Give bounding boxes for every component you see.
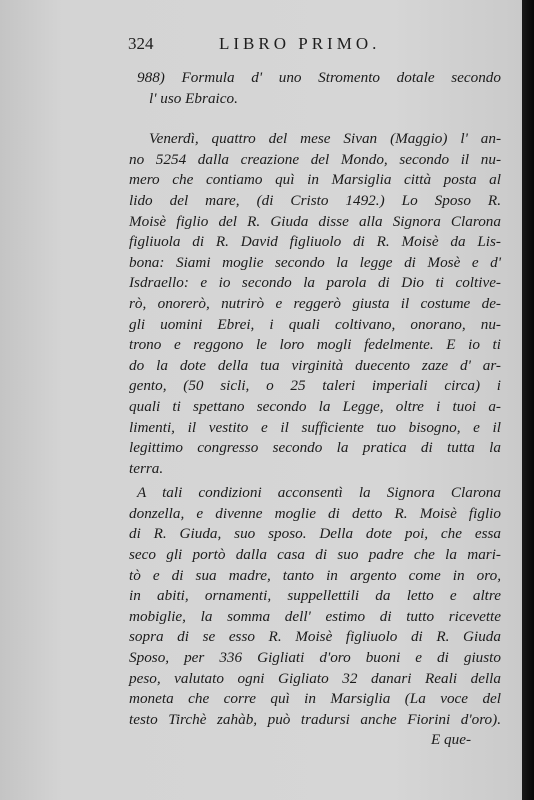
text-line: sopra di se esso R. Moisè figliuolo di R. Giuda xyxy=(129,628,501,646)
text-line: lido del mare, (di Cristo 1492.) Lo Sposo R. xyxy=(129,191,501,209)
page-number: 324 xyxy=(128,34,154,53)
text-line: donzella, e divenne moglie di detto R. Moisè figlio xyxy=(129,504,501,522)
text-line: Sposo, per 336 Gigliati d'oro buoni e di giusto xyxy=(129,649,501,667)
text-line: Isdraello: e io secondo la parola di Dio ti coltive- xyxy=(129,274,501,292)
text-line: mobiglie, la somma dell' estimo di tutto ricevette xyxy=(129,607,501,625)
paragraph-1 xyxy=(129,129,501,479)
text-line: gli uomini Ebrei, i quali coltivano, onorano, nu- xyxy=(129,315,501,333)
text-line: legittimo congresso secondo la pratica di tutta la xyxy=(129,439,501,457)
text-line: in abiti, ornamenti, suppellettili da letto e altre xyxy=(129,587,501,605)
text-line: testo Tirchè zahàb, può tradursi anche Fiorini d'oro). xyxy=(129,710,501,728)
text-line: mero che contiamo quì in Marsiglia città posta al xyxy=(129,171,501,189)
text-line: rò, onorerò, nutrirò e reggerò giusta il costume de- xyxy=(129,294,501,312)
text-line: seco gli portò dalla casa di suo padre che la mari- xyxy=(129,546,501,564)
catchword: E que- xyxy=(430,731,471,749)
title-line: 988) Formula d' uno Stromento dotale secondo xyxy=(137,69,501,86)
page-body xyxy=(129,68,501,751)
title-line: l' uso Ebraico. xyxy=(149,89,238,107)
text-line: di R. Giuda, suo sposo. Della dote poi, che essa xyxy=(129,525,501,543)
text-line: trono e reggono le loro mogli fedelmente. E io ti xyxy=(129,336,501,354)
text-line: moneta che corre quì in Marsiglia (La voce del xyxy=(129,690,501,708)
text-line: limenti, il vestito e il sufficiente tuo bisogno, e il xyxy=(129,418,501,436)
page-edge-shadow xyxy=(522,0,534,800)
text-line: figliuola di R. David figliuolo di R. Moisè da Lis- xyxy=(129,233,501,251)
text-line: terra. xyxy=(129,459,164,477)
paragraph-2 xyxy=(129,483,501,730)
text-line: bona: Siami moglie secondo la legge di Mosè e d' xyxy=(129,253,501,271)
entry-title xyxy=(129,68,501,109)
text-line: Venerdì, quattro del mese Sivan (Maggio) l' an- xyxy=(149,130,501,148)
running-head: LIBRO PRIMO. xyxy=(219,34,381,53)
text-line: do la dote della tua virginità duecento zaze d' ar- xyxy=(129,356,501,374)
text-line: quali ti spettano secondo la Legge, oltre i tuoi a- xyxy=(129,397,501,415)
text-line: peso, valutato ogni Gigliato 32 danari Reali della xyxy=(129,669,501,687)
text-line: no 5254 dalla creazione del Mondo, secondo il nu- xyxy=(129,150,501,168)
text-line: Moisè figlio del R. Giuda disse alla Signora Clarona xyxy=(129,212,501,230)
text-line: tò e di sua madre, tanto in argento come in oro, xyxy=(129,566,501,584)
text-line: A tali condizioni acconsentì la Signora Clarona xyxy=(137,484,501,502)
text-line: gento, (50 sicli, o 25 taleri imperiali circa) i xyxy=(129,377,501,395)
page-header xyxy=(0,34,522,56)
